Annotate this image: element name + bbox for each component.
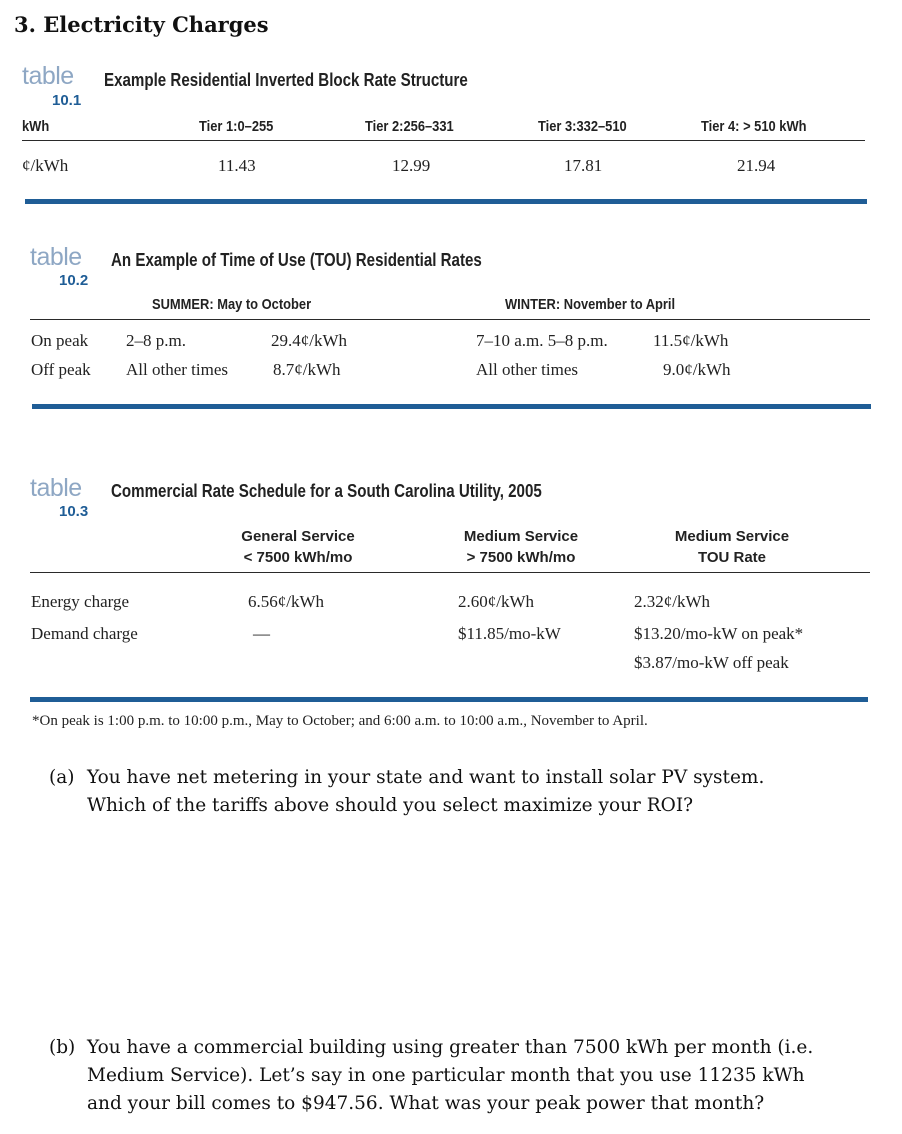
- column-header-tier-4: Tier 4: > 510 kWh: [701, 118, 807, 135]
- winter-time: All other times: [476, 360, 578, 379]
- tier-2-value: 12.99: [392, 156, 431, 175]
- question-label: (b): [49, 1037, 76, 1058]
- medium-service-demand: $11.85/mo-kW: [458, 624, 561, 643]
- table-bottom-rule: [30, 697, 868, 702]
- question-a: [49, 764, 764, 820]
- table-word: table: [30, 243, 82, 271]
- row-label-cents-per-kwh: ¢/kWh: [22, 156, 69, 175]
- column-header-general-service: [218, 526, 378, 568]
- tou-energy: 2.32¢/kWh: [634, 592, 711, 611]
- row-label-off-peak: Off peak: [31, 360, 91, 379]
- table-number: 10.2: [59, 272, 89, 289]
- summer-time: All other times: [126, 360, 228, 379]
- question-text: You have net metering in your state and want to install solar PV system.: [87, 767, 765, 788]
- table-number: 10.3: [59, 503, 89, 520]
- tier-4-value: 21.94: [737, 156, 776, 175]
- question-text: Which of the tariffs above should you select maximize your ROI?: [87, 795, 694, 816]
- footnote: *On peak is 1:00 p.m. to 10:00 p.m., May to October; and 6:00 a.m. to 10:00 a.m., November to April.: [32, 713, 648, 729]
- summer-rate: 8.7¢/kWh: [273, 360, 341, 379]
- question-label: (a): [49, 767, 75, 788]
- table-bottom-rule: [25, 199, 867, 204]
- general-service-energy: 6.56¢/kWh: [248, 592, 325, 611]
- question-text: You have a commercial building using greater than 7500 kWh per month (i.e.: [87, 1037, 814, 1058]
- question-b: [49, 1034, 813, 1118]
- column-header-tier-3: Tier 3:332–510: [538, 118, 627, 135]
- tou-demand-off-peak: $3.87/mo-kW off peak: [634, 653, 789, 672]
- column-header-medium-service-tou: [652, 526, 812, 568]
- column-header-line: > 7500 kWh/mo: [466, 549, 576, 566]
- summer-time: 2–8 p.m.: [126, 331, 186, 350]
- tier-1-value: 11.43: [218, 156, 256, 175]
- section-heading: 3. Electricity Charges: [14, 12, 269, 37]
- table-title: Commercial Rate Schedule for a South Carolina Utility, 2005: [111, 481, 542, 501]
- row-label-on-peak: On peak: [31, 331, 89, 350]
- column-header-tier-1: Tier 1:0–255: [199, 118, 274, 135]
- table-word: table: [30, 474, 82, 502]
- column-header-line: General Service: [241, 528, 355, 545]
- tou-demand-on-peak: $13.20/mo-kW on peak*: [634, 624, 804, 643]
- table-number: 10.1: [52, 92, 82, 109]
- table-word: table: [22, 62, 74, 90]
- question-text: Medium Service). Let’s say in one particular month that you use 11235 kWh: [87, 1065, 805, 1086]
- table-title: Example Residential Inverted Block Rate Structure: [104, 70, 468, 90]
- medium-service-energy: 2.60¢/kWh: [458, 592, 535, 611]
- header-rule: [22, 140, 865, 141]
- column-header-line: TOU Rate: [697, 549, 767, 566]
- winter-rate: 11.5¢/kWh: [653, 331, 729, 350]
- column-header-line: Medium Service: [674, 528, 790, 545]
- row-label-energy-charge: Energy charge: [31, 592, 130, 611]
- summer-header: SUMMER: May to October: [152, 296, 312, 313]
- column-header-medium-service: [441, 526, 601, 568]
- column-header-tier-2: Tier 2:256–331: [365, 118, 454, 135]
- tier-3-value: 17.81: [564, 156, 603, 175]
- row-label-demand-charge: Demand charge: [31, 624, 138, 643]
- winter-time: 7–10 a.m. 5–8 p.m.: [476, 331, 608, 350]
- column-header-line: Medium Service: [463, 528, 579, 545]
- question-text: and your bill comes to $947.56. What was your peak power that month?: [87, 1093, 765, 1114]
- header-rule: [30, 572, 870, 573]
- column-header-line: < 7500 kWh/mo: [243, 549, 353, 566]
- summer-rate: 29.4¢/kWh: [271, 331, 348, 350]
- winter-header: WINTER: November to April: [505, 296, 676, 313]
- table-bottom-rule: [32, 404, 871, 409]
- column-header-kwh: kWh: [22, 118, 50, 135]
- winter-rate: 9.0¢/kWh: [663, 360, 731, 379]
- general-service-demand: —: [253, 624, 270, 643]
- header-rule: [30, 319, 870, 320]
- table-title: An Example of Time of Use (TOU) Residential Rates: [111, 250, 482, 270]
